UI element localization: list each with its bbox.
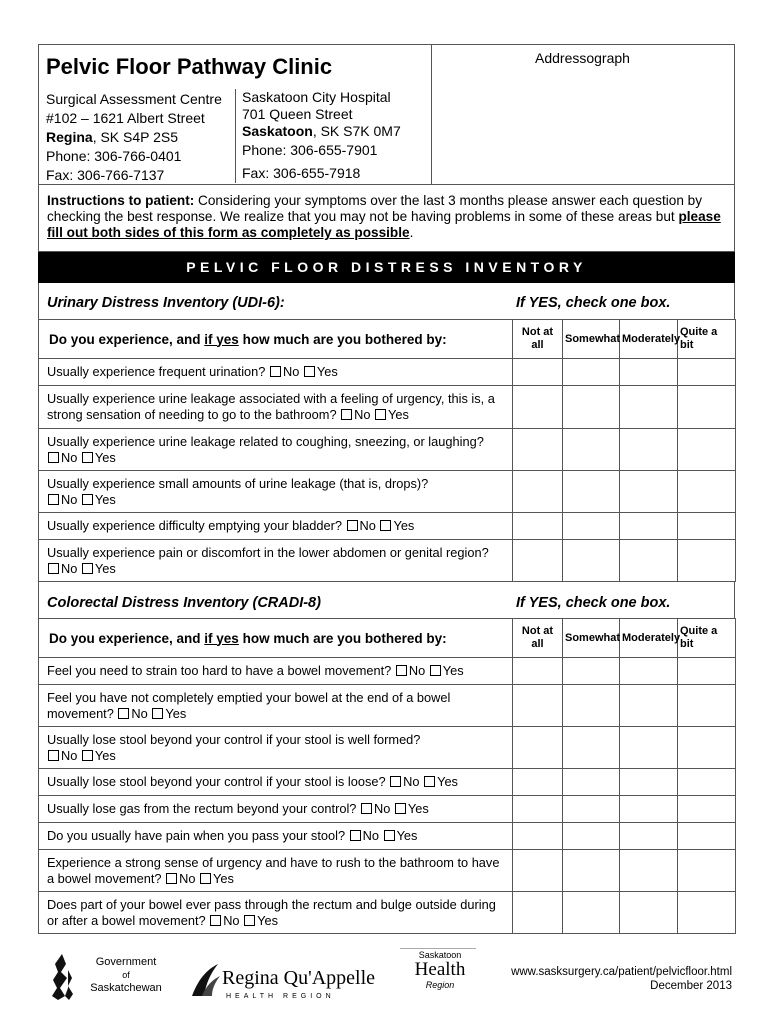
checkbox-icon[interactable] [82, 563, 93, 574]
answer-not-at-all-cell[interactable] [513, 727, 563, 769]
question-row [39, 658, 736, 685]
col-not-at-all-header: Not at all [513, 619, 563, 658]
question-header: Do you experience, and if yes how much are you bothered by: [39, 619, 513, 658]
answer-moderately-cell[interactable] [620, 685, 678, 727]
checkbox-icon[interactable] [244, 915, 255, 926]
question-text: Usually experience urine leakage related to coughing, sneezing, or laughing? No Yes [39, 429, 513, 471]
answer-quite-a-bit-cell[interactable] [678, 892, 736, 934]
question-row [39, 823, 736, 850]
udi-table [38, 319, 736, 582]
yes-checkbox[interactable]: Yes [243, 913, 278, 928]
checkbox-icon[interactable] [48, 452, 59, 463]
checkbox-icon[interactable] [347, 520, 358, 531]
checkbox-icon[interactable] [82, 494, 93, 505]
yes-checkbox[interactable]: Yes [199, 871, 234, 886]
col-moderately-header: Moderately [620, 320, 678, 359]
col-quite-a-bit-header: Quite a bit [678, 619, 736, 658]
answer-somewhat-cell[interactable] [563, 769, 620, 796]
no-checkbox[interactable]: No [395, 663, 425, 678]
udi-if-yes: If YES, check one box. [516, 295, 671, 311]
rqhr-logo-icon [188, 960, 222, 1000]
answer-moderately-cell[interactable] [620, 513, 678, 540]
answer-somewhat-cell[interactable] [563, 513, 620, 540]
saskatchewan-logo-icon [48, 952, 82, 1002]
checkbox-icon[interactable] [118, 708, 129, 719]
question-text: Usually experience urine leakage associated with a feeling of urgency, this is, a strong sensation of needing to go to the bathroom? No Yes [39, 386, 513, 429]
col-not-at-all-header: Not at all [513, 320, 563, 359]
question-row [39, 796, 736, 823]
table-header-row [39, 619, 736, 658]
checkbox-icon[interactable] [48, 563, 59, 574]
clinic-title: Pelvic Floor Pathway Clinic [46, 54, 333, 79]
answer-somewhat-cell[interactable] [563, 386, 620, 429]
yes-checkbox[interactable]: Yes [81, 492, 116, 507]
yes-checkbox[interactable]: Yes [429, 663, 464, 678]
regina-address: Surgical Assessment Centre #102 – 1621 Albert Street Regina, SK S4P 2S5 Phone: 306-766-0401 Fax: 306-766-7137 [46, 91, 222, 183]
checkbox-icon[interactable] [341, 409, 352, 420]
answer-quite-a-bit-cell[interactable] [678, 540, 736, 582]
answer-not-at-all-cell[interactable] [513, 850, 563, 892]
question-text: Feel you have not completely emptied your bowel at the end of a bowel movement? No Yes [39, 685, 513, 727]
answer-moderately-cell[interactable] [620, 769, 678, 796]
question-text: Usually experience small amounts of urine leakage (that is, drops)? No Yes [39, 471, 513, 513]
checkbox-icon[interactable] [304, 366, 315, 377]
question-row [39, 386, 736, 429]
answer-quite-a-bit-cell[interactable] [678, 429, 736, 471]
answer-somewhat-cell[interactable] [563, 429, 620, 471]
question-row [39, 471, 736, 513]
answer-moderately-cell[interactable] [620, 658, 678, 685]
answer-moderately-cell[interactable] [620, 892, 678, 934]
footer-url[interactable]: www.sasksurgery.ca/patient/pelvicfloor.html [511, 966, 732, 978]
checkbox-icon[interactable] [396, 665, 407, 676]
addressograph-label: Addressograph [535, 50, 630, 66]
answer-moderately-cell[interactable] [620, 727, 678, 769]
answer-not-at-all-cell[interactable] [513, 796, 563, 823]
question-text: Usually experience pain or discomfort in the lower abdomen or genital region? No Yes [39, 540, 513, 582]
no-checkbox[interactable]: No [209, 913, 239, 928]
answer-moderately-cell[interactable] [620, 850, 678, 892]
no-checkbox[interactable]: No [389, 774, 419, 789]
question-row [39, 540, 736, 582]
yes-checkbox[interactable]: Yes [383, 828, 418, 843]
checkbox-icon[interactable] [152, 708, 163, 719]
no-checkbox[interactable]: No [340, 407, 370, 422]
yes-checkbox[interactable]: Yes [303, 364, 338, 379]
checkbox-icon[interactable] [166, 873, 177, 884]
answer-quite-a-bit-cell[interactable] [678, 727, 736, 769]
answer-somewhat-cell[interactable] [563, 658, 620, 685]
no-checkbox[interactable]: No [269, 364, 299, 379]
yes-checkbox[interactable]: Yes [374, 407, 409, 422]
checkbox-icon[interactable] [424, 776, 435, 787]
question-text: Usually experience frequent urination? No Yes [39, 359, 513, 386]
yes-checkbox[interactable]: Yes [81, 450, 116, 465]
saskatoon-address: Saskatoon City Hospital 701 Queen Street Saskatoon, SK S7K 0M7 Phone: 306-655-7901 Fax: 306-655-7918 [235, 89, 401, 183]
question-text: Experience a strong sense of urgency and have to rush to the bathroom to have a bowel movement? No Yes [39, 850, 513, 892]
col-quite-a-bit-header: Quite a bit [678, 320, 736, 359]
answer-moderately-cell[interactable] [620, 471, 678, 513]
answer-quite-a-bit-cell[interactable] [678, 823, 736, 850]
udi-title: Urinary Distress Inventory (UDI-6): [47, 295, 285, 311]
answer-somewhat-cell[interactable] [563, 359, 620, 386]
question-text: Usually lose gas from the rectum beyond your control? No Yes [39, 796, 513, 823]
government-saskatchewan-logo: Government of Saskatchewan [48, 952, 168, 1002]
checkbox-icon[interactable] [390, 776, 401, 787]
answer-not-at-all-cell[interactable] [513, 471, 563, 513]
checkbox-icon[interactable] [375, 409, 386, 420]
answer-quite-a-bit-cell[interactable] [678, 850, 736, 892]
answer-somewhat-cell[interactable] [563, 796, 620, 823]
checkbox-icon[interactable] [200, 873, 211, 884]
checkbox-icon[interactable] [48, 494, 59, 505]
no-checkbox[interactable]: No [117, 706, 147, 721]
question-text: Do you usually have pain when you pass your stool? No Yes [39, 823, 513, 850]
answer-not-at-all-cell[interactable] [513, 540, 563, 582]
instructions: Instructions to patient: Considering your symptoms over the last 3 months please answer each question by checking the best response. We realize that you may not be having problems in some of these areas but please fill out both sides of this form as completely as possible. [38, 185, 735, 252]
no-checkbox[interactable]: No [47, 450, 77, 465]
checkbox-icon[interactable] [380, 520, 391, 531]
cradi-title: Colorectal Distress Inventory (CRADI-8) [47, 595, 321, 611]
answer-not-at-all-cell[interactable] [513, 359, 563, 386]
answer-quite-a-bit-cell[interactable] [678, 386, 736, 429]
answer-somewhat-cell[interactable] [563, 685, 620, 727]
inventory-banner: PELVIC FLOOR DISTRESS INVENTORY [38, 252, 735, 283]
yes-checkbox[interactable]: Yes [151, 706, 186, 721]
answer-not-at-all-cell[interactable] [513, 823, 563, 850]
question-text: Usually lose stool beyond your control if your stool is well formed? No Yes [39, 727, 513, 769]
question-row [39, 892, 736, 934]
cradi-section-header [38, 581, 735, 618]
checkbox-icon[interactable] [270, 366, 281, 377]
answer-not-at-all-cell[interactable] [513, 429, 563, 471]
question-row [39, 359, 736, 386]
udi-section-header [38, 283, 735, 319]
question-row [39, 513, 736, 540]
answer-quite-a-bit-cell[interactable] [678, 769, 736, 796]
answer-quite-a-bit-cell[interactable] [678, 513, 736, 540]
no-checkbox[interactable]: No [165, 871, 195, 886]
checkbox-icon[interactable] [430, 665, 441, 676]
answer-not-at-all-cell[interactable] [513, 892, 563, 934]
footer-url-date [511, 965, 732, 993]
question-text: Feel you need to strain too hard to have a bowel movement? No Yes [39, 658, 513, 685]
answer-quite-a-bit-cell[interactable] [678, 658, 736, 685]
col-somewhat-header: Somewhat [563, 619, 620, 658]
clinic-header [38, 44, 735, 185]
question-row [39, 429, 736, 471]
no-checkbox[interactable]: No [349, 828, 379, 843]
answer-quite-a-bit-cell[interactable] [678, 471, 736, 513]
yes-checkbox[interactable]: Yes [379, 518, 414, 533]
no-checkbox[interactable]: No [47, 748, 77, 763]
yes-checkbox[interactable]: Yes [394, 801, 429, 816]
saskatoon-health-region-logo: Saskatoon Health Region [414, 950, 466, 990]
question-row [39, 727, 736, 769]
answer-somewhat-cell[interactable] [563, 540, 620, 582]
answer-quite-a-bit-cell[interactable] [678, 796, 736, 823]
yes-checkbox[interactable]: Yes [81, 561, 116, 576]
answer-moderately-cell[interactable] [620, 359, 678, 386]
question-text: Usually lose stool beyond your control if your stool is loose? No Yes [39, 769, 513, 796]
question-row [39, 850, 736, 892]
answer-somewhat-cell[interactable] [563, 471, 620, 513]
answer-moderately-cell[interactable] [620, 429, 678, 471]
checkbox-icon[interactable] [384, 830, 395, 841]
col-moderately-header: Moderately [620, 619, 678, 658]
table-header-row [39, 320, 736, 359]
answer-not-at-all-cell[interactable] [513, 513, 563, 540]
checkbox-icon[interactable] [82, 452, 93, 463]
answer-somewhat-cell[interactable] [563, 850, 620, 892]
no-checkbox[interactable]: No [346, 518, 376, 533]
question-text: Does part of your bowel ever pass through the rectum and bulge outside during or after a bowel movement? No Yes [39, 892, 513, 934]
col-somewhat-header: Somewhat [563, 320, 620, 359]
no-checkbox[interactable]: No [360, 801, 390, 816]
yes-checkbox[interactable]: Yes [423, 774, 458, 789]
question-header: Do you experience, and if yes how much are you bothered by: [39, 320, 513, 359]
answer-somewhat-cell[interactable] [563, 892, 620, 934]
checkbox-icon[interactable] [210, 915, 221, 926]
checkbox-icon[interactable] [361, 803, 372, 814]
question-row [39, 685, 736, 727]
answer-quite-a-bit-cell[interactable] [678, 359, 736, 386]
checkbox-icon[interactable] [82, 750, 93, 761]
answer-not-at-all-cell[interactable] [513, 658, 563, 685]
no-checkbox[interactable]: No [47, 561, 77, 576]
no-checkbox[interactable]: No [47, 492, 77, 507]
footer-divider [400, 948, 476, 949]
answer-moderately-cell[interactable] [620, 386, 678, 429]
checkbox-icon[interactable] [350, 830, 361, 841]
answer-somewhat-cell[interactable] [563, 727, 620, 769]
answer-quite-a-bit-cell[interactable] [678, 685, 736, 727]
yes-checkbox[interactable]: Yes [81, 748, 116, 763]
answer-somewhat-cell[interactable] [563, 823, 620, 850]
question-row [39, 769, 736, 796]
cradi-table [38, 618, 736, 934]
footer-date: December 2013 [650, 980, 732, 992]
cradi-if-yes: If YES, check one box. [516, 595, 671, 611]
answer-moderately-cell[interactable] [620, 540, 678, 582]
checkbox-icon[interactable] [48, 750, 59, 761]
answer-not-at-all-cell[interactable] [513, 685, 563, 727]
answer-moderately-cell[interactable] [620, 796, 678, 823]
answer-not-at-all-cell[interactable] [513, 769, 563, 796]
answer-not-at-all-cell[interactable] [513, 386, 563, 429]
question-text: Usually experience difficulty emptying your bladder? No Yes [39, 513, 513, 540]
regina-quappelle-logo: Regina Qu'Appelle HEALTH REGION [188, 960, 222, 1005]
checkbox-icon[interactable] [395, 803, 406, 814]
answer-moderately-cell[interactable] [620, 823, 678, 850]
